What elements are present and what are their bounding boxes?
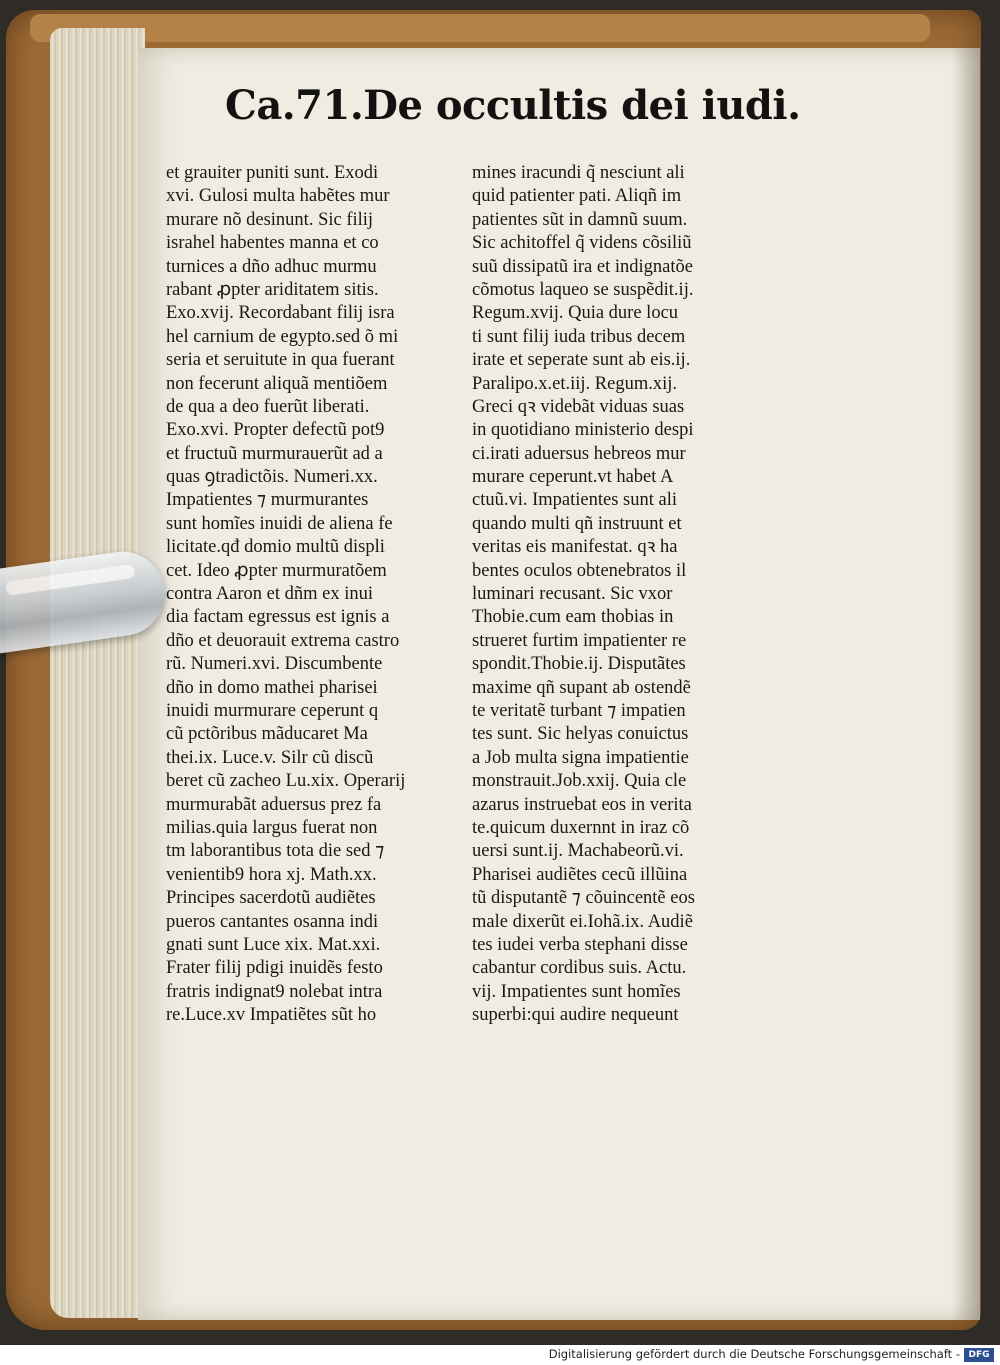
- text-line: cet. Ideo ꝓpter murmuratõem: [166, 560, 387, 581]
- text-line: hel carnium de egypto.sed õ mi: [166, 326, 399, 347]
- text-line: veritas eis manifestat. qꝛ ha: [472, 537, 678, 558]
- text-line: uersi sunt.ij. Machabeorũ.vi.: [472, 841, 684, 862]
- text-line: male dixerũt ei.Iohã.ix. Audiẽ: [472, 911, 693, 932]
- text-line: murmurabãt aduersus prez fa: [166, 794, 382, 815]
- text-line: quas ꝯtradictõis. Numeri.xx.: [166, 467, 378, 488]
- text-line: te.quicum duxernnt in iraz cõ: [472, 817, 690, 838]
- text-line: azarus instruebat eos in verita: [472, 794, 692, 815]
- text-line: Principes sacerdotũ audiẽtes: [166, 888, 376, 909]
- text-line: Paralipo.x.et.iij. Regum.xij.: [472, 373, 678, 394]
- text-line: cõmotus laqueo se suspẽdit.ij.: [472, 279, 694, 300]
- text-line: gnati sunt Luce xix. Mat.xxi.: [166, 934, 381, 955]
- text-line: sunt homĩes inuidi de aliena fe: [166, 513, 393, 534]
- text-line: Exo.xvij. Recordabant filij isra: [166, 303, 395, 324]
- text-line: Thobie.cum eam thobias in: [472, 607, 674, 628]
- text-line: Exo.xvi. Propter defectũ pot9: [166, 420, 385, 441]
- text-line: ctuũ.vi. Impatientes sunt ali: [472, 490, 677, 511]
- text-line: israhel habentes manna et co: [166, 233, 379, 254]
- text-line: et grauiter puniti sunt. Exodi: [166, 163, 379, 183]
- text-line: spondit.Thobie.ij. Disputãtes: [472, 654, 686, 675]
- funding-credit: Digitalisierung gefördert durch die Deutsche Forschungsgemeinschaft -: [548, 1347, 960, 1361]
- text-line: strueret furtim impatienter re: [472, 630, 687, 651]
- text-line: quando multi qñ instruunt et: [472, 513, 682, 534]
- text-line: maxime qñ supant ab ostendẽ: [472, 677, 691, 698]
- text-line: a Job multa signa impatientie: [472, 747, 689, 768]
- text-line: te veritatẽ turbant ⁊ impatien: [472, 700, 686, 721]
- text-line: dño in domo mathei pharisei: [166, 677, 378, 698]
- text-line: vij. Impatientes sunt homĩes: [472, 981, 681, 1002]
- text-line: tes iudei verba stephani disse: [472, 934, 688, 955]
- text-line: re.Luce.xv Impatiẽtes sũt ho: [166, 1005, 377, 1026]
- text-line: tũ disputantẽ ⁊ cõuincentẽ eos: [472, 888, 695, 909]
- text-line: dia factam egressus est ignis a: [166, 607, 390, 628]
- text-line: mines iracundi q̃ nesciunt ali: [472, 163, 685, 183]
- text-line: fratris indignat9 nolebat intra: [166, 981, 383, 1002]
- text-line: seria et seruitute in qua fuerant: [166, 350, 395, 371]
- text-line: irate et seperate sunt ab eis.ij.: [472, 350, 691, 371]
- text-line: cũ pctõribus mãducaret Ma: [166, 724, 368, 745]
- text-line: ti sunt filij iuda tribus decem: [472, 326, 686, 347]
- text-line: inuidi murmurare ceperunt q: [166, 700, 379, 721]
- text-line: thei.ix. Luce.v. Silr cũ discũ: [166, 747, 374, 768]
- text-line: venientib9 hora xj. Math.xx.: [166, 864, 377, 885]
- text-line: licitate.qđ domio multũ displi: [166, 537, 385, 558]
- text-line: dño et deuorauit extrema castro: [166, 630, 400, 651]
- chapter-heading: Ca.71.De occultis dei iudi.: [225, 82, 801, 129]
- text-line: Impatientes ⁊ murmurantes: [166, 490, 369, 511]
- text-line: milias.quia largus fuerat non: [166, 817, 378, 838]
- text-line: monstrauit.Job.xxij. Quia cle: [472, 771, 687, 792]
- text-line: murare nõ desinunt. Sic filij: [166, 209, 374, 230]
- text-line: ci.irati aduersus hebreos mur: [472, 443, 686, 464]
- text-line: et fructuũ murmurauerũt ad a: [166, 443, 383, 464]
- text-line: Regum.xvij. Quia dure locu: [472, 303, 679, 324]
- dfg-logo: DFG: [964, 1348, 994, 1362]
- text-line: suũ dissipatũ ira et indignatõe: [472, 256, 693, 277]
- text-line: rabant ꝓpter ariditatem sitis.: [166, 279, 379, 300]
- text-line: patientes sũt in damnũ suum.: [472, 209, 688, 230]
- text-line: murare ceperunt.vt habet A: [472, 467, 674, 488]
- text-line: beret cũ zacheo Lu.xix. Operarij: [166, 771, 406, 792]
- page-edges: [50, 28, 145, 1318]
- text-line: luminari recusant. Sic vxor: [472, 584, 673, 605]
- footer-bar: [0, 1345, 1000, 1365]
- cover-headcap: [30, 14, 930, 42]
- text-line: in quotidiano ministerio despi: [472, 420, 694, 441]
- text-line: quid patienter pati. Aliqñ im: [472, 186, 682, 207]
- text-line: tm laborantibus tota die sed ⁊: [166, 841, 385, 862]
- text-line: superbi:qui audire nequeunt: [472, 1005, 679, 1026]
- text-line: Pharisei audiẽtes cecũ illũina: [472, 864, 688, 885]
- text-line: Frater filij pdigi inuidẽs festo: [166, 958, 383, 979]
- gutter-shadow: [952, 48, 980, 1320]
- text-line: rũ. Numeri.xvi. Discumbente: [166, 654, 383, 675]
- right-text-column: [472, 162, 747, 1027]
- text-line: pueros cantantes osanna indi: [166, 911, 379, 932]
- text-line: turnices a dño adhuc murmu: [166, 256, 377, 277]
- text-line: non fecerunt aliquã mentiõem: [166, 373, 388, 394]
- text-line: xvi. Gulosi multa habẽtes mur: [166, 186, 390, 207]
- text-line: Greci qꝛ videbãt viduas suas: [472, 396, 685, 417]
- text-line: bentes oculos obtenebratos il: [472, 560, 687, 581]
- text-line: de qua a deo fuerũt liberati.: [166, 396, 370, 417]
- text-line: tes sunt. Sic helyas conuictus: [472, 724, 689, 745]
- text-line: Sic achitoffel q̃ videns cõsiliũ: [472, 233, 692, 254]
- left-text-column: [166, 162, 441, 1027]
- text-line: cabantur cordibus suis. Actu.: [472, 958, 687, 979]
- text-line: contra Aaron et dñm ex inui: [166, 584, 374, 605]
